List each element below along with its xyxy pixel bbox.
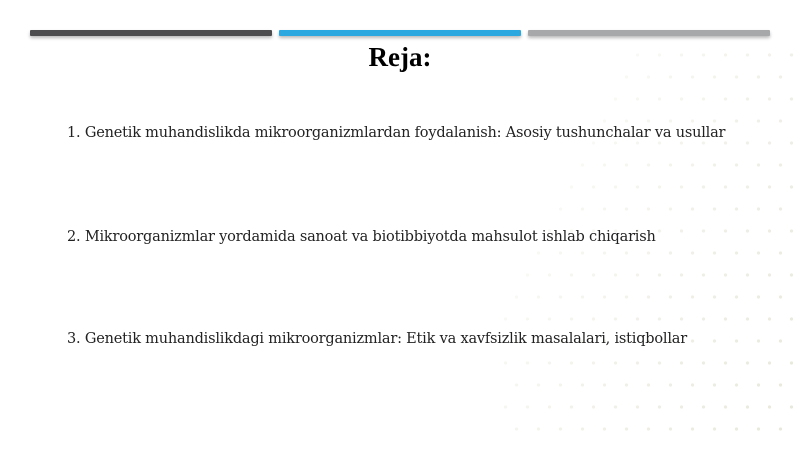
agenda-item-3: 3. Genetik muhandislikdagi mikroorganizmlar: Etik va xavfsizlik masalalari, istiqbollar	[67, 331, 687, 347]
accent-bar-dark	[30, 30, 272, 36]
accent-bar-blue	[279, 30, 521, 36]
agenda-item-2: 2. Mikroorganizmlar yordamida sanoat va biotibbiyotda mahsulot ishlab chiqarish	[67, 229, 656, 245]
slide-title: Reja:	[368, 42, 432, 72]
accent-bar-gray	[528, 30, 770, 36]
top-accent-bars	[0, 0, 800, 40]
agenda-item-1: 1. Genetik muhandislikda mikroorganizmlardan foydalanish: Asosiy tushunchalar va usullar	[67, 125, 726, 141]
